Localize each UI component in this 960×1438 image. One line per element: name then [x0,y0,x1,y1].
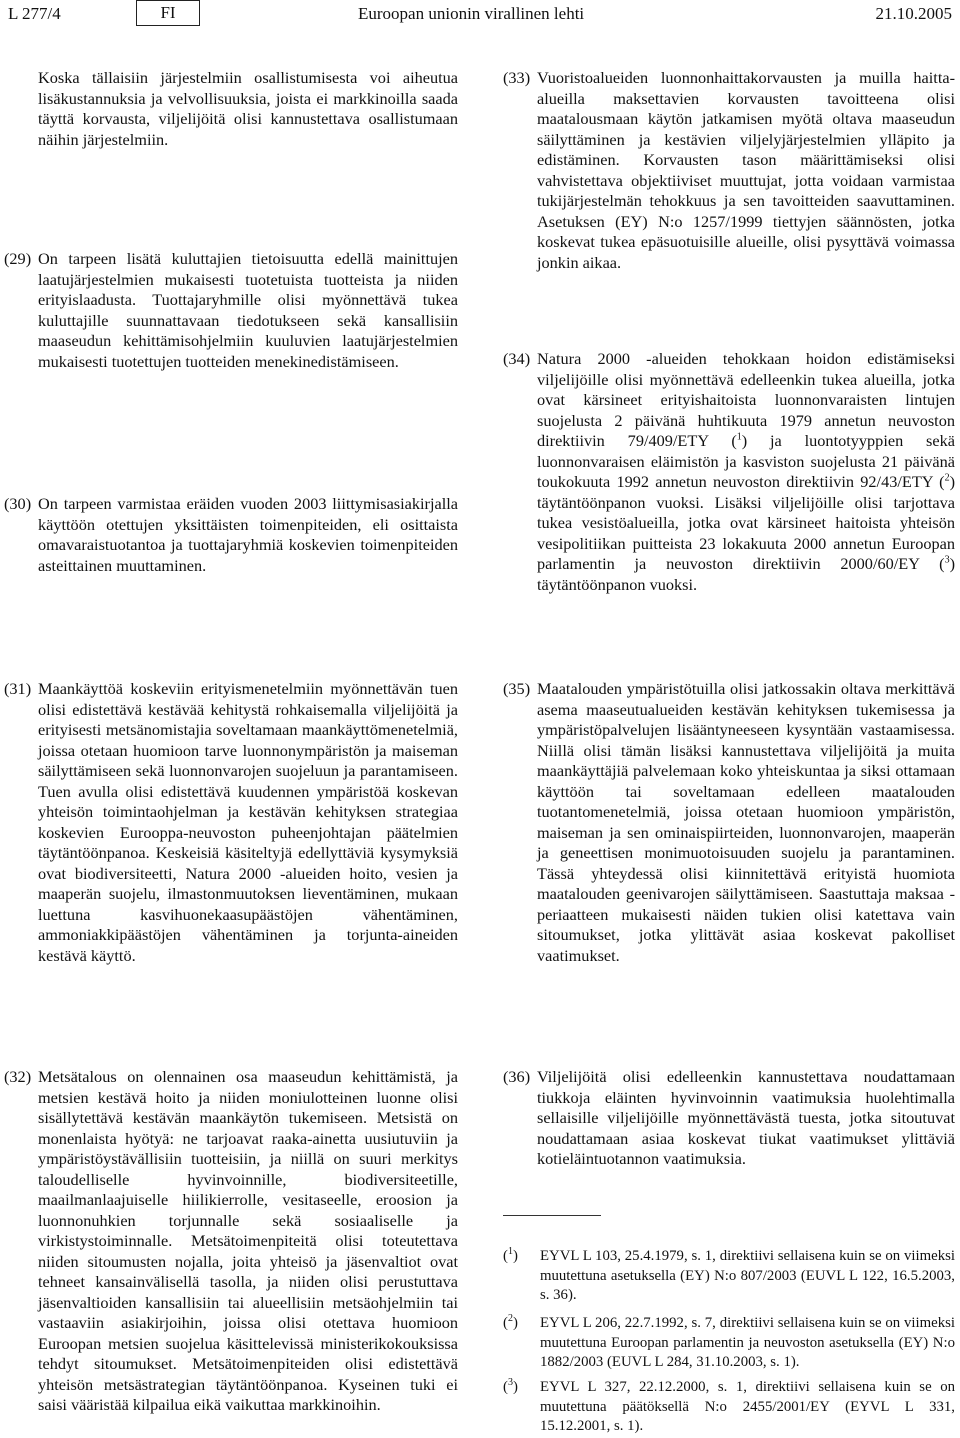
recital-number: (36) [503,1067,531,1086]
recital-35 [503,679,955,966]
recital-text: Vuoristoalueiden luonnonhaittakorvausten ja muilla haitta-alueilla maksettavien korvausten tavoitteena olisi maatalousmaan käytön jatkamisen myötä oltava maaseudun säilyttäminen ja kestävien viljelyjärjestelmien ylläpito ja edistäminen. Korvausten tason määrittämiseksi olisi vahvistettava objektiiviset muuttujat, jotta voidaan varmistaa tukijärjestelmän tehokkuus ja sen tavoitteiden saavuttaminen. Asetuksen (EY) N:o 1257/1999 tiettyjen säännösten, jotka koskevat tukea epäsuotuisille alueille, olisi pysyttävä voimassa jonkin aikaa. [537,68,955,272]
recital-text: Viljelijöitä olisi edelleenkin kannustettava noudattamaan tiukkoja eläinten hyvinvoinnin vaatimuksia huolehtimalla sellaisille viljelijöille myönnettävästä tuesta, jotka sitoutuvat noudattamaan asiaa koskevat tiukat vaatimukset ylittäviä kotieläintuotannon vaatimuksia. [537,1067,955,1168]
footnote-text: EYVL L 103, 25.4.1979, s. 1, direktiivi sellaisena kuin se on viimeksi muutettuna asetuksella (EY) N:o 807/2003 (EUVL L 122, 16.5.2003, s. 36). [540,1248,955,1303]
recital-text: Metsätalous on olennainen osa maaseudun kehittämistä, ja metsien kestävä hoito ja niiden moniulotteinen luonne olisi sisällytettävä kestävän maankäytön tukemiseen. Metsistä on monenlaista hyötyä: ne tarjoavat raaka-ainetta uusiutuviin ja ympäristöystävällisiin tuotteisiin, ja niillä on suuri merkitys taloudelliselle hyvinvoinnille, biodiversiteetille, maailmanlaajuiselle hiilikierrolle, vesitaseelle, eroosion ja luonnonuhkien torjunnalle sekä sosiaaliselle ja virkistystoiminnalle. Metsätoimenpiteitä olisi toteutettava niiden sitoumusten nojalla, joita yhteisö ja jäsenvaltiot ovat tehneet kansainvälisellä tasolla, ja niiden olisi perustuttava jäsenvaltioiden kansallisiin tai alueellisiin metsäohjelmiin tai vastaaviin asiakirjoihin, joissa olisi otettava huomioon Euroopan metsien suojelua käsittelevissä ministerikokouksissa tehdyt sitoumukset. Metsätoimenpiteiden olisi edistettävä yhteisön metsästrategian täytäntöönpanoa. Kyseinen tuki ei saisi vääristää kilpailua eikä vaikuttaa markkinoihin. [38,1067,458,1414]
recital-number: (30) [4,494,32,513]
recital-30 [4,494,458,576]
recital-number: (34) [503,349,531,368]
recital-number: (33) [503,68,531,87]
footnote-text: EYVL L 327, 22.12.2000, s. 1, direktiivi sellaisena kuin se on muutettuna päätöksellä N:o 2455/2001/EY (EYVL L 331, 15.12.2001, s. 1). [540,1379,955,1434]
page-header [0,0,960,26]
footnote-ref-2[interactable]: 2 [944,472,950,484]
recital-text: On tarpeen varmistaa eräiden vuoden 2003 liittymisasiakirjalla käyttöön otettujen yksittäisten toimenpiteiden, eli osittaista omavaraistuotantoa ja tuottajaryhmiä koskevien toimenpiteiden asteittainen muuttaminen. [38,494,458,575]
recital-text: Natura 2000 -alueiden tehokkaan hoidon edistämiseksi viljelijöille olisi myönnettävä edelleenkin tukea alueilla, jotka ovat kärsineet erityishaitoista luonnonvaraisten lintujen suojelusta 2 päivänä huhtikuuta 1979 annetun neuvoston direktiivin 79/409/ETY ($^1$) ja luontotyyppien sekä luonnonvaraisen eläimistön ja kasviston suojelusta 21 päivänä toukokuuta 1992 annetun neuvoston direktiivin 92/43/ETY ($^2$) täytäntöönpanon vuoksi. Lisäksi viljelijöille olisi tarjottava tukea vesistöalueilla, jotka ovat kärsineet haitoista yhteisön vesipolitiikan puitteista 23 lokakuuta 2000 annetun Euroopan parlamentin ja neuvoston direktiivin 2000/60/EY ($^3$) täytäntöönpanon vuoksi. [537,349,955,594]
recital-number: (32) [4,1067,32,1086]
recital-29 [4,249,458,372]
footnote-mark: 1 [507,1246,513,1258]
recital-33 [503,68,955,273]
footnote-mark: 3 [507,1377,513,1389]
footnote-ref-1[interactable]: 1 [736,431,742,443]
footnote-3: ($^3$) EYVL L 327, 22.12.2000, s. 1, direktiivi sellaisena kuin se on muutettuna päätöksellä N:o 2455/2001/EY (EYVL L 331, 15.12.2001, s. 1). [503,1378,955,1437]
intro-text: Koska tällaisiin järjestelmiin osallistumisesta voi aiheutua lisäkustannuksia ja velvollisuuksia, joista ei markkinoilla saada täyttä korvausta, viljelijöitä olisi kannustettava osallistumaan näihin järjestelmiin. [38,68,458,149]
recital-text: Maankäyttöä koskeviin erityismenetelmiin myönnettävän tuen olisi edistettävä kestävää kehitystä rohkaisemalla viljelijöitä ja erityisesti metsänomistajia soveltamaan maankäyttömenetelmiä, joissa otetaan huomioon tarve luonnonympäristön ja maiseman säilyttämiseen sekä luonnonvarojen suojeluun ja parantamiseen. Tuen avulla olisi edistettävä kuudennen ympäristöä koskevan yhteisön toimintaohjelman ja kestävän kehityksen strategiaa koskevien Eurooppa-neuvoston puheenjohtajan päätelmien täytäntöönpanoa. Keskeisiä käsiteltyjä edellyttäviä kysymyksiä ovat biodiversiteetti, Natura 2000 -alueiden hoito, vesien ja maaperän suojelu, ilmastonmuutoksen lieventäminen, mukaan luettuna kasvihuonekaasupäästöjen vähentäminen, ammoniakkipäästöjen vähentäminen ja torjunta-aineiden kestävä käyttö. [38,679,458,965]
recital-text: On tarpeen lisätä kuluttajien tietoisuutta edellä mainittujen laatujärjestelmien mukaisesti tuotetuista tuotteista ja niiden erityislaadusta. Tuottajaryhmille olisi myönnettävä tukea kuluttajille suunnattavaan tiedotukseen sekä kansallisiin maaseudun kehittämisohjelmiin kuuluvien laatujärjestelmien mukaisesti tuotettujen tuotteiden menekinedistämiseen. [38,249,458,371]
page-reference: L 277/4 [8,4,61,23]
journal-title: Euroopan unionin virallinen lehti [358,4,585,23]
recital-number: (29) [4,249,32,268]
footnote-mark: 2 [507,1313,513,1325]
footnote-1: ($^1$) EYVL L 103, 25.4.1979, s. 1, direktiivi sellaisena kuin se on viimeksi muutettuna asetuksella (EY) N:o 807/2003 (EUVL L 122, 16.5.2003, s. 36). [503,1247,955,1306]
language-code-box: FI [136,0,200,26]
recital-34 [503,349,955,595]
publication-date: 21.10.2005 [875,4,952,23]
recital-31 [4,679,458,966]
recital-32 [4,1067,458,1416]
recital-text: Maatalouden ympäristötuilla olisi jatkossakin oltava merkittävä asema maaseutualueiden kestävän kehityksen tukemisessa ja ympäristöpalvelujen lisääntyneeseen kysyntään vastaamisessa. Niillä olisi tämän lisäksi kannustettava viljelijöitä ja muita maankäyttäjiä palvelemaan koko yhteiskuntaa ja siksi ottamaan käyttöön tai soveltamaan edelleen maatalouden tuotantomenetelmiä, joissa otetaan huomioon ympäristön, maiseman ja sen ominaispiirteiden, luonnonvarojen, maaperän ja geneettisen monimuotoisuuden suojelu ja parantaminen. Tässä yhteydessä olisi kiinnitettävä erityistä huomiota maatalouden geenivarojen säilyttämiseen. Saastuttaja maksaa -periaatteen mukaisesti näiden tukien olisi katettava vain sitoumukset, jotka ylittävät asiaa koskevat pakolliset vaatimukset. [537,679,955,965]
footnote-ref-3[interactable]: 3 [944,554,950,566]
footnote-text: EYVL L 206, 22.7.1992, s. 7, direktiivi sellaisena kuin se on viimeksi muutettuna Euroopan parlamentin ja neuvoston asetuksella (EY) N:o 1882/2003 (EUVL L 284, 31.10.2003, s. 1). [540,1315,955,1370]
footnote-separator [503,1215,601,1216]
recital-36 [503,1067,955,1170]
intro-paragraph [38,68,458,150]
recital-number: (35) [503,679,531,698]
recital-number: (31) [4,679,32,698]
footnote-2: ($^2$) EYVL L 206, 22.7.1992, s. 7, direktiivi sellaisena kuin se on viimeksi muutettuna Euroopan parlamentin ja neuvoston asetuksella (EY) N:o 1882/2003 (EUVL L 284, 31.10.2003, s. 1). [503,1314,955,1373]
